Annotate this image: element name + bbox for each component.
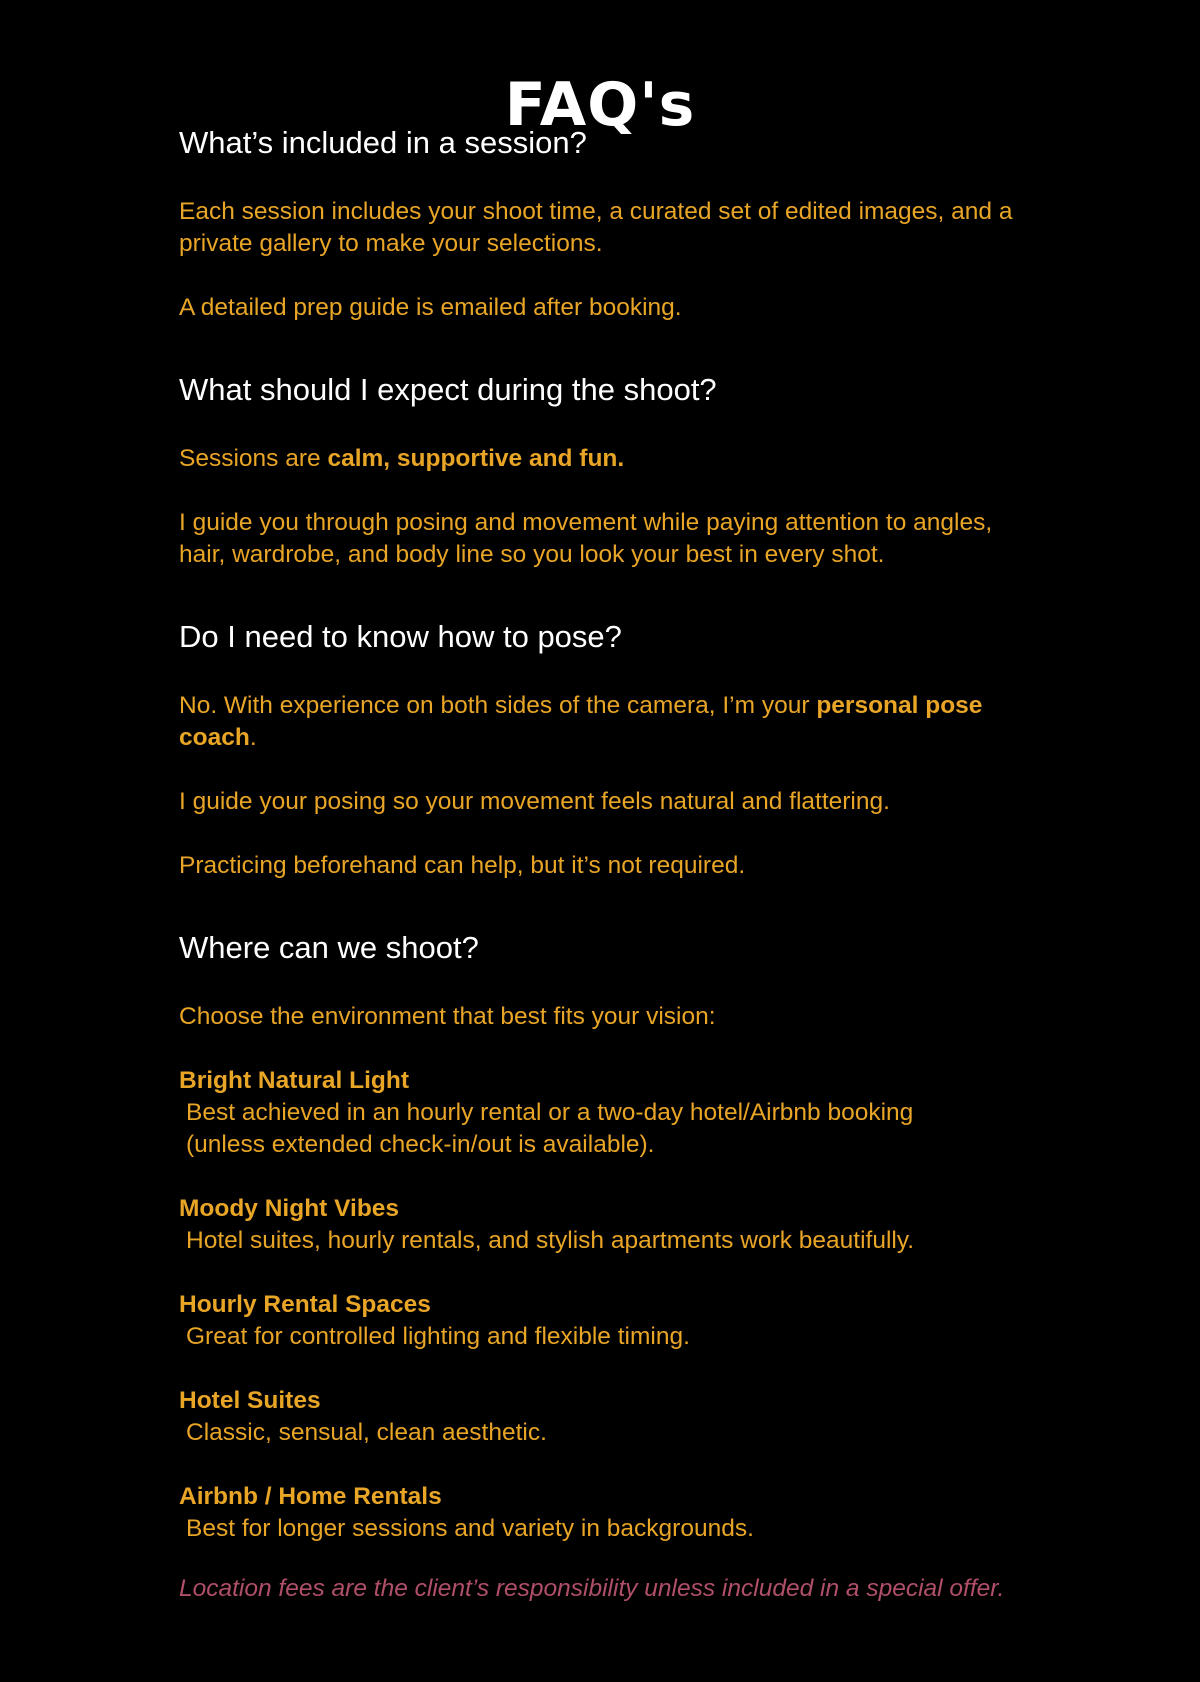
location-desc: Classic, sensual, clean aesthetic. — [186, 1419, 547, 1446]
faq-answer-expect-p1-bold: calm, supportive and fun. — [327, 445, 625, 472]
faq-answer-expect-p1-text: Sessions are — [179, 445, 328, 472]
location-name: Hourly Rental Spaces — [179, 1291, 431, 1318]
location-item — [179, 1385, 1039, 1449]
location-desc: Hotel suites, hourly rentals, and stylish apartments work beautifully. — [186, 1227, 915, 1254]
faq-question-expect: What should I expect during the shoot? — [179, 372, 717, 407]
location-name: Moody Night Vibes — [179, 1195, 400, 1222]
location-item — [179, 1289, 1039, 1353]
faq-answer-expect-p2: I guide you through posing and movement while paying attention to angles, hair, wardrobe, and body line so you look your best in every shot. — [179, 509, 993, 568]
faq-answer-expect-p1 — [179, 443, 1039, 475]
faq-question-included: What’s included in a session? — [179, 125, 587, 160]
faq-answer-pose-p1-suffix: . — [249, 724, 257, 751]
faq-answer-pose-p1 — [179, 690, 1039, 754]
faq-question-where: Where can we shoot? — [179, 930, 479, 965]
faq-answer-pose-p2: I guide your posing so your movement feels natural and flattering. — [179, 788, 890, 815]
location-name: Bright Natural Light — [179, 1067, 410, 1094]
faq-answer-included-p1: Each session includes your shoot time, a curated set of edited images, and a private gallery to make your selections. — [179, 198, 1013, 257]
faq-answer-where-intro: Choose the environment that best fits your vision: — [179, 1003, 716, 1030]
location-name: Airbnb / Home Rentals — [179, 1483, 442, 1510]
location-desc: Best achieved in an hourly rental or a two-day hotel/Airbnb booking — [186, 1099, 914, 1126]
faq-answer-pose-p1-text: No. With experience on both sides of the camera, I’m your — [179, 692, 817, 719]
location-desc: Best for longer sessions and variety in backgrounds. — [186, 1515, 754, 1542]
location-desc: Great for controlled lighting and flexible timing. — [186, 1323, 690, 1350]
faq-answer-pose-p1-bold: personal pose coach — [179, 692, 983, 751]
location-name: Hotel Suites — [179, 1387, 321, 1414]
location-item — [179, 1193, 1039, 1257]
page-title: FAQ's — [504, 70, 696, 141]
location-item — [179, 1065, 1039, 1161]
faq-answer-pose-p3: Practicing beforehand can help, but it’s not required. — [179, 852, 746, 879]
location-fees-note: Location fees are the client’s responsibility unless included in a special offer. — [179, 1575, 1005, 1602]
location-desc-cont: (unless extended check-in/out is available). — [186, 1131, 655, 1158]
faq-answer-included-p2: A detailed prep guide is emailed after booking. — [179, 294, 682, 321]
location-item — [179, 1481, 1039, 1545]
faq-question-pose: Do I need to know how to pose? — [179, 619, 622, 654]
